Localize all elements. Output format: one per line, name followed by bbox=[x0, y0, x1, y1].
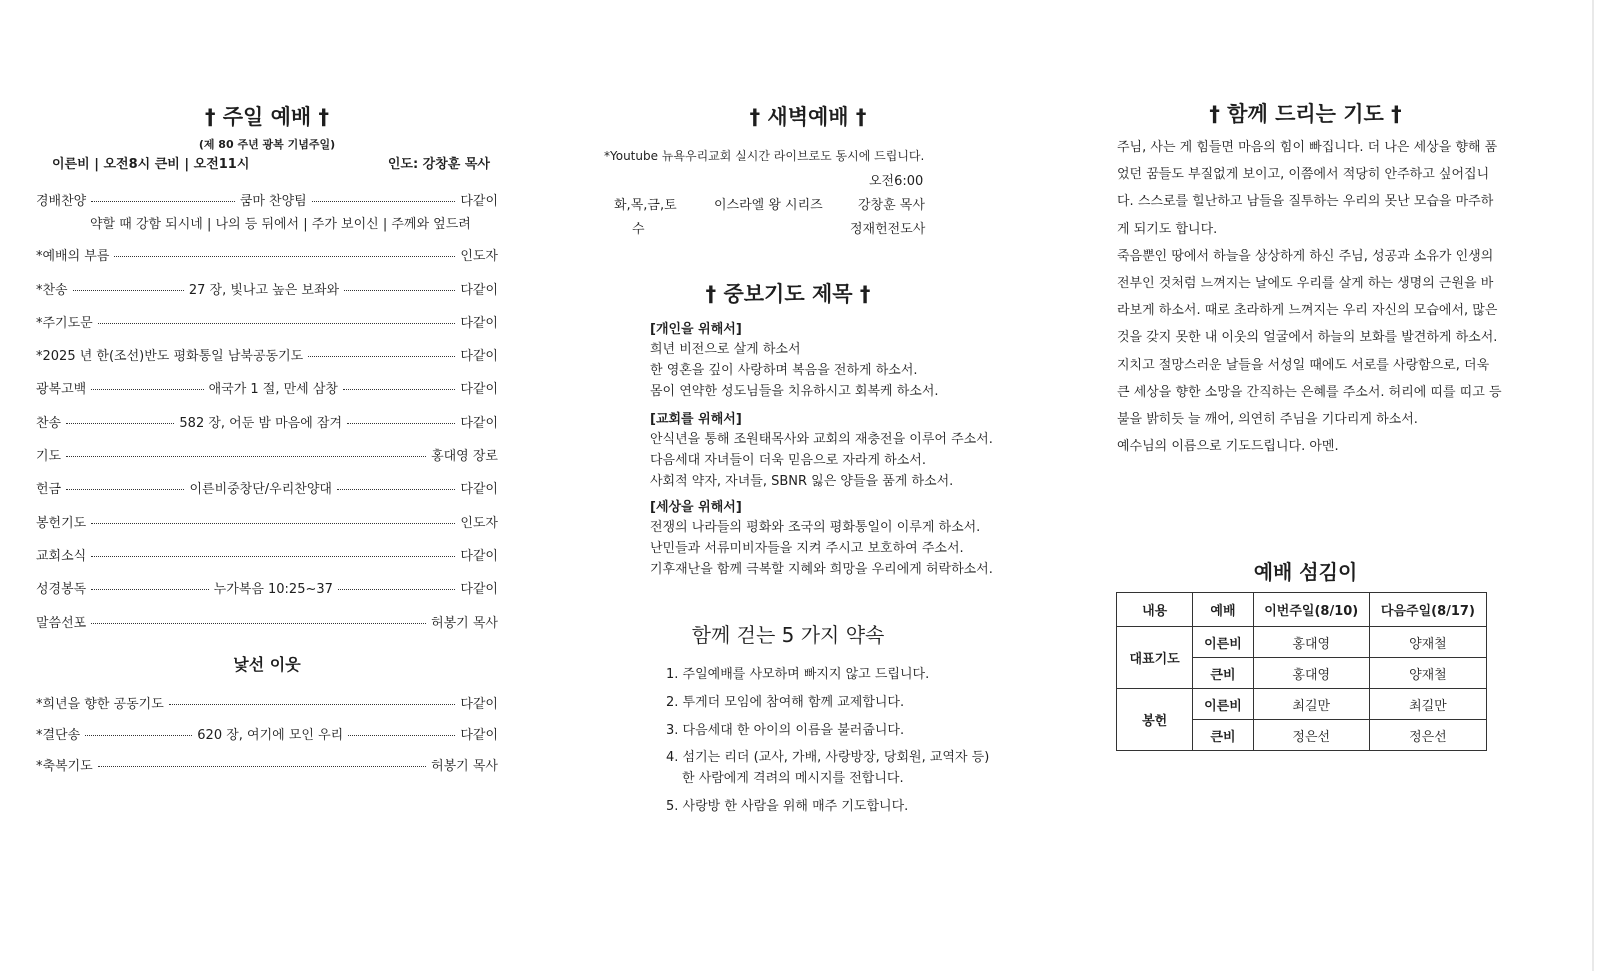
sunday-subtitle: (제 80 주년 광복 기념주일) bbox=[198, 138, 336, 151]
order-item-person: 인도자 bbox=[460, 249, 498, 264]
order-item bbox=[36, 412, 498, 431]
server-this-week: 최길만 bbox=[1253, 689, 1369, 720]
order-item bbox=[36, 279, 498, 298]
server-this-week: 홍대영 bbox=[1253, 627, 1369, 658]
order-item bbox=[36, 190, 498, 209]
order-item-name: 말씀선포 bbox=[36, 616, 87, 631]
column-header: 예배 bbox=[1193, 593, 1253, 627]
dawn-preacher-wed: 정재헌전도사 bbox=[850, 222, 926, 237]
dawn-time: 오전6:00 bbox=[869, 174, 924, 189]
order-item-name: *축복기도 bbox=[36, 759, 93, 774]
order-item-name: 봉헌기도 bbox=[36, 516, 87, 531]
order-item-person: 다같이 bbox=[460, 482, 498, 497]
service-leader: 인도: 강창훈 목사 bbox=[387, 157, 490, 172]
intercession-item: 희년 비전으로 살게 하소서 bbox=[650, 342, 801, 357]
order-item bbox=[36, 512, 498, 531]
order-item bbox=[36, 245, 498, 264]
order-item-person: 다같이 bbox=[460, 549, 498, 564]
order-item bbox=[36, 755, 498, 774]
order-item bbox=[36, 478, 498, 497]
order-item-name: 교회소식 bbox=[36, 549, 87, 564]
prayer-column bbox=[1113, 0, 1502, 971]
server-next-week: 양재철 bbox=[1369, 627, 1486, 658]
intercession-item: 안식년을 통해 조원태목사와 교회의 재충전을 이루어 주소서. bbox=[650, 432, 993, 447]
dawn-worship-title: † 새벽예배 † bbox=[749, 105, 867, 129]
dawn-series: 이스라엘 왕 시리즈 bbox=[714, 198, 823, 213]
table-row bbox=[1117, 627, 1487, 658]
order-item bbox=[36, 578, 498, 597]
table-row bbox=[1117, 689, 1487, 720]
server-this-week: 정은선 bbox=[1253, 720, 1369, 751]
order-item-name: *찬송 bbox=[36, 283, 68, 298]
order-item-person: 다같이 bbox=[460, 582, 498, 597]
order-item-name: 헌금 bbox=[36, 482, 62, 497]
prayer-line: 예수님의 이름으로 기도드립니다. 아멘. bbox=[1117, 439, 1339, 455]
order-item-person: 다같이 bbox=[460, 349, 498, 364]
order-item-name: 기도 bbox=[36, 449, 62, 464]
service-times: 이른비 | 오전8시 큰비 | 오전11시 bbox=[52, 157, 250, 172]
order-item bbox=[36, 612, 498, 631]
order-item bbox=[36, 345, 498, 364]
order-item bbox=[36, 724, 498, 743]
order-item-detail: 이른비중창단/우리찬양대 bbox=[189, 482, 332, 497]
intercession-item: 난민들과 서류미비자들을 지켜 주시고 보호하여 주소서. bbox=[650, 541, 964, 556]
sermon-title: 낯선 이웃 bbox=[233, 655, 301, 674]
server-next-week: 정은선 bbox=[1369, 720, 1486, 751]
order-item-name: 찬송 bbox=[36, 416, 62, 431]
order-item-person: 다같이 bbox=[460, 728, 499, 743]
promise-item: 5. 사랑방 한 사람을 위해 매주 기도합니다. bbox=[666, 799, 909, 814]
dawn-days-wed: 수 bbox=[632, 222, 645, 237]
middle-column bbox=[598, 0, 1018, 971]
intercession-title: † 중보기도 제목 † bbox=[705, 282, 871, 306]
intercession-heading: [세상을 위해서] bbox=[650, 500, 742, 515]
prayer-line: 지치고 절망스러운 날들을 서성일 때에도 서로를 사랑함으로, 더욱 bbox=[1117, 357, 1490, 373]
common-prayer-title: † 함께 드리는 기도 † bbox=[1209, 102, 1402, 126]
column-header: 내용 bbox=[1117, 593, 1193, 627]
prayer-line: 주님, 사는 게 힘들면 마음의 힘이 빠집니다. 더 나은 세상을 향해 품 bbox=[1117, 140, 1498, 155]
prayer-line: 죽음뿐인 땅에서 하늘을 상상하게 하신 주님, 성공과 소유가 인생의 bbox=[1117, 248, 1494, 264]
common-prayer-text bbox=[1117, 134, 1502, 460]
column-header: 이번주일(8/10) bbox=[1253, 593, 1369, 627]
promise-item: 2. 투게더 모임에 참여해 함께 교제합니다. bbox=[666, 695, 905, 710]
prayer-line: 었던 꿈들도 부질없게 보이고, 이쯤에서 적당히 안주하고 싶어집니 bbox=[1117, 167, 1490, 183]
promise-item: 4. 섬기는 리더 (교사, 가배, 사랑방장, 당회원, 교역자 등) bbox=[666, 750, 990, 765]
servers-table bbox=[1116, 592, 1487, 751]
prayer-line: 게 되기도 합니다. bbox=[1117, 221, 1218, 237]
prayer-line: 것을 갖지 못한 내 이웃의 얼굴에서 하늘의 보화를 발견하게 하소서. bbox=[1117, 330, 1498, 346]
order-item-person: 다같이 bbox=[460, 416, 499, 431]
order-item bbox=[36, 312, 498, 331]
role-label: 대표기도 bbox=[1117, 627, 1193, 689]
prayer-line: 불을 밝히듯 늘 깨어, 의연히 주님을 기다리게 하소서. bbox=[1117, 412, 1418, 428]
order-item-detail: 누가복음 10:25~37 bbox=[213, 582, 333, 597]
order-item-person: 다같이 bbox=[460, 382, 499, 397]
intercession-heading: [개인을 위해서] bbox=[650, 322, 742, 337]
prayer-line: 전부인 것처럼 느껴지는 날에도 우리를 살게 하는 생명의 근원을 바 bbox=[1117, 276, 1494, 292]
server-this-week: 홍대영 bbox=[1253, 658, 1369, 689]
page-edge-divider bbox=[1592, 0, 1594, 971]
server-next-week: 양재철 bbox=[1369, 658, 1486, 689]
order-item-detail: 620 장, 여기에 모인 우리 bbox=[197, 728, 344, 743]
column-header: 다음주일(8/17) bbox=[1369, 593, 1486, 627]
order-item-name: *2025 년 한(조선)반도 평화통일 남북공동기도 bbox=[36, 349, 304, 364]
promises-title: 함께 걷는 5 가지 약속 bbox=[691, 623, 885, 647]
service-name: 큰비 bbox=[1193, 720, 1253, 751]
intercession-item: 몸이 연약한 성도님들을 치유하시고 회복케 하소서. bbox=[650, 384, 939, 399]
table-header-row bbox=[1117, 593, 1487, 627]
order-item-detail: 582 장, 어둔 밤 마음에 잠겨 bbox=[179, 416, 343, 431]
intercession-item: 사회적 약자, 자녀들, SBNR 잃은 양들을 품게 하소서. bbox=[650, 474, 954, 489]
order-item-detail: 27 장, 빛나고 높은 보좌와 bbox=[188, 283, 340, 298]
order-item-detail: 애국가 1 절, 만세 삼창 bbox=[208, 382, 338, 397]
promise-item: 3. 다음세대 한 아이의 이름을 불러줍니다. bbox=[666, 723, 905, 738]
service-name: 큰비 bbox=[1193, 658, 1253, 689]
sunday-worship-column bbox=[36, 0, 498, 971]
order-item-name: 경배찬양 bbox=[36, 194, 87, 209]
order-item-name: *희년을 향한 공동기도 bbox=[36, 697, 164, 712]
intercession-item: 전쟁의 나라들의 평화와 조국의 평화통일이 이루게 하소서. bbox=[650, 520, 981, 535]
sunday-worship-title: † 주일 예배 † bbox=[204, 105, 330, 129]
youtube-note: *Youtube 뉴욕우리교회 실시간 라이브로도 동시에 드립니다. bbox=[604, 149, 925, 163]
order-item-person: 다같이 bbox=[460, 283, 499, 298]
intercession-heading: [교회를 위해서] bbox=[650, 412, 742, 427]
service-name: 이른비 bbox=[1193, 627, 1253, 658]
prayer-line: 큰 세상을 향한 소망을 간직하는 은혜를 주소서. 허리에 띠를 띠고 등 bbox=[1117, 384, 1502, 400]
intercession-item: 한 영혼을 깊이 사랑하며 복음을 전하게 하소서. bbox=[650, 363, 918, 378]
promise-item-continued: 한 사람에게 격려의 메시지를 전합니다. bbox=[682, 771, 904, 786]
order-item-name: 광복고백 bbox=[36, 382, 87, 397]
order-item-person: 인도자 bbox=[460, 516, 498, 531]
prayer-line: 라보게 하소서. 때로 초라하게 느껴지는 우리 자신의 모습에서, 많은 bbox=[1117, 303, 1498, 319]
order-item-name: 성경봉독 bbox=[36, 582, 87, 597]
intercession-item: 기후재난을 함께 극복할 지혜와 희망을 우리에게 허락하소서. bbox=[650, 562, 993, 577]
dawn-preacher: 강창훈 목사 bbox=[858, 198, 925, 213]
order-item-name: *예배의 부름 bbox=[36, 249, 110, 264]
servers-title: 예배 섬김이 bbox=[1253, 560, 1358, 584]
order-item bbox=[36, 445, 498, 464]
order-item bbox=[36, 378, 498, 397]
order-item-detail: 쿰마 찬양팀 bbox=[239, 194, 307, 209]
service-name: 이른비 bbox=[1193, 689, 1253, 720]
promise-item: 1. 주일예배를 사모하며 빠지지 않고 드립니다. bbox=[666, 667, 930, 682]
prayer-line: 다. 스스로를 힐난하고 남들을 질투하는 우리의 못난 모습을 마주하 bbox=[1117, 194, 1494, 210]
order-item bbox=[36, 693, 498, 712]
order-item bbox=[36, 545, 498, 564]
order-item-person: 허봉기 목사 bbox=[431, 616, 498, 631]
role-label: 봉헌 bbox=[1117, 689, 1193, 751]
order-item-person: 허봉기 목사 bbox=[431, 759, 498, 774]
order-item-person: 홍대영 장로 bbox=[431, 449, 498, 464]
order-item-name: *결단송 bbox=[36, 728, 81, 743]
order-item-person: 다같이 bbox=[460, 194, 499, 209]
order-item-person: 다같이 bbox=[460, 316, 498, 331]
order-item-name: *주기도문 bbox=[36, 316, 93, 331]
praise-song-list: 약할 때 강함 되시네 | 나의 등 뒤에서 | 주가 보이신 | 주께와 엎드려 bbox=[90, 217, 471, 232]
dawn-days: 화,목,금,토 bbox=[614, 198, 677, 213]
order-item-person: 다같이 bbox=[460, 697, 498, 712]
intercession-item: 다음세대 자녀들이 더욱 믿음으로 자라게 하소서. bbox=[650, 453, 926, 468]
server-next-week: 최길만 bbox=[1369, 689, 1486, 720]
